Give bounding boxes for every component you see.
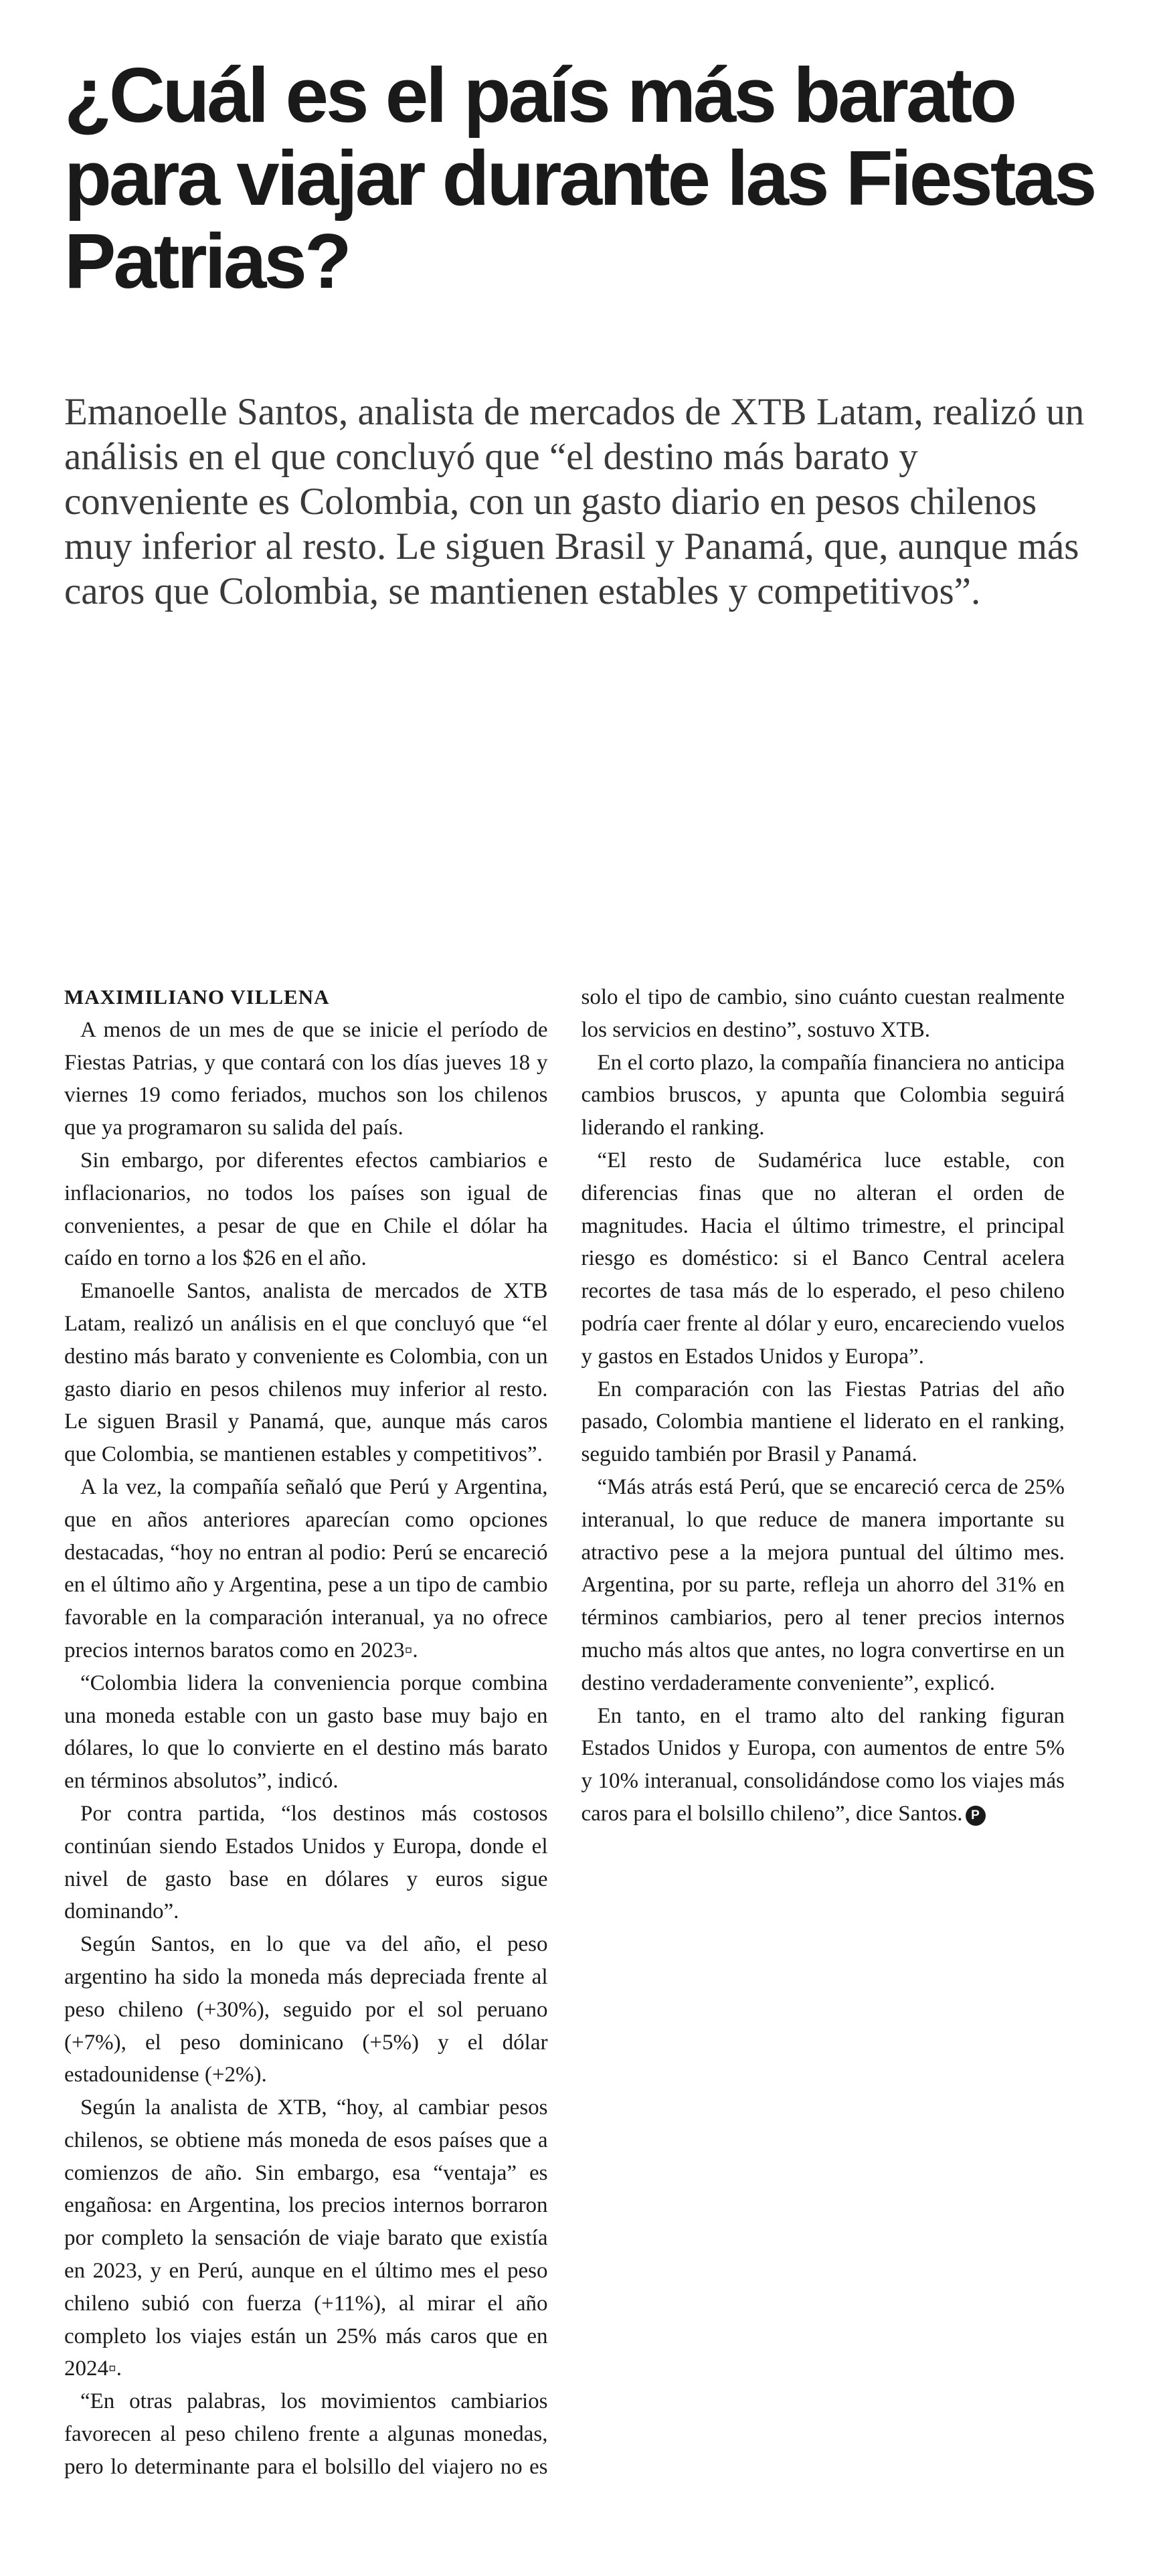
body-paragraph: “Más atrás está Perú, que se encareció cerca de 25% interanual, lo que reduce de manera importante su atractivo pese a la mejora puntual del último mes. Argentina, por su parte, refleja un ahorro del 31% en términos cambiarios, pero al tener precios internos mucho más altos que antes, no logra convertirse en un destino verdaderamente conveniente”, explicó. [581,1474,1065,1695]
end-of-article-icon: P [966,1806,986,1826]
byline: MAXIMILIANO VILLENA [64,985,330,1009]
lead-paragraph: Emanoelle Santos, analista de mercados de XTB Latam, realizó un análisis en el que concluyó que “el destino más barato y conveniente es Colombia, con un gasto diario en pesos chilenos muy inferior al resto. Le siguen Brasil y Panamá, que, aunque más caros que Colombia, se mantienen estables y competitivos”. [64,391,1085,612]
body-paragraph: Sin embargo, por diferentes efectos cambiarios e inflacionarios, no todos los países son igual de convenientes, a pesar de que en Chile el dólar ha caído en torno a los $26 en el año. [64,1148,548,1271]
body-paragraph: Según Santos, en lo que va del año, el peso argentino ha sido la moneda más depreciada frente al peso chileno (+30%), seguido por el sol peruano (+7%), el peso dominicano (+5%) y el dólar estadounidense (+2%). [64,1932,548,2087]
article-body [64,981,1065,2520]
body-paragraph: A menos de un mes de que se inicie el período de Fiestas Patrias, y que contará con los días jueves 18 y viernes 19 como feriados, muchos son los chilenos que ya programaron su salida del país. [64,1017,548,1140]
body-paragraph-text: En tanto, en el tramo alto del ranking figuran Estados Unidos y Europa, con aumentos de entre 5% y 10% interanual, consolidándose como los viajes más caros para el bolsillo chileno”, dice Santos. [581,1703,1065,1826]
body-paragraph: “Colombia lidera la conveniencia porque combina una moneda estable con un gasto base muy bajo en dólares, lo que lo convierte en el destino más barato en términos absolutos”, indicó. [64,1670,548,1794]
body-paragraph: Emanoelle Santos, analista de mercados de XTB Latam, realizó un análisis en el que concluyó que “el destino más barato y conveniente es Colombia, con un gasto diario en pesos chilenos muy inferior al resto. Le siguen Brasil y Panamá, que, aunque más caros que Colombia, se mantienen estables y competitivos”. [64,1279,548,1467]
body-paragraph: A la vez, la compañía señaló que Perú y Argentina, que en años anteriores aparecían como opciones destacadas, “hoy no entran al podio: Perú se encareció en el último año y Argentina, pese a un tipo de cambio favorable en la comparación interanual, ya no ofrece precios internos baratos como en 2023▫. [64,1474,548,1662]
body-paragraph: En comparación con las Fiestas Patrias del año pasado, Colombia mantiene el liderato en el ranking, seguido también por Brasil y Panamá. [581,1377,1065,1467]
body-paragraph: En el corto plazo, la compañía financiera no anticipa cambios bruscos, y apunta que Colombia seguirá liderando el ranking. [581,1050,1065,1140]
body-paragraph: “El resto de Sudamérica luce estable, con diferencias finas que no alteran el orden de magnitudes. Hacia el último trimestre, el principal riesgo es doméstico: si el Banco Central acelera recortes de tasa más de lo esperado, el peso chileno podría caer frente al dólar y euro, encareciendo vuelos y gastos en Estados Unidos y Europa”. [581,1148,1065,1369]
body-paragraph-last [582,1700,1065,1830]
body-paragraph: Por contra partida, “los destinos más costosos continúan siendo Estados Unidos y Europa, donde el nivel de gasto base en dólares y euros sigue dominando”. [64,1801,548,1924]
body-paragraph: Según la analista de XTB, “hoy, al cambiar pesos chilenos, se obtiene más moneda de esos países que a comienzos de año. Sin embargo, esa “ventaja” es engañosa: en Argentina, los precios internos borraron por completo la sensación de viaje barato que existía en 2023, y en Perú, aunque en el último mes el peso chileno subió con fuerza (+11%), al mirar el año completo los viajes están un 25% más caros que en 2024▫. [64,2095,548,2381]
headline: ¿Cuál es el país más barato para viajar durante las Fiestas Patrias? [64,52,1095,305]
body-paragraph: “En otras palabras, los movimientos cambiarios favorecen al peso chileno frente a algunas monedas, pero lo determinante para el bolsillo del viajero no es solo el tipo de cambio, sino cuánto cuestan realmente los servicios en destino”, sostuvo XTB. [64,985,1065,2479]
